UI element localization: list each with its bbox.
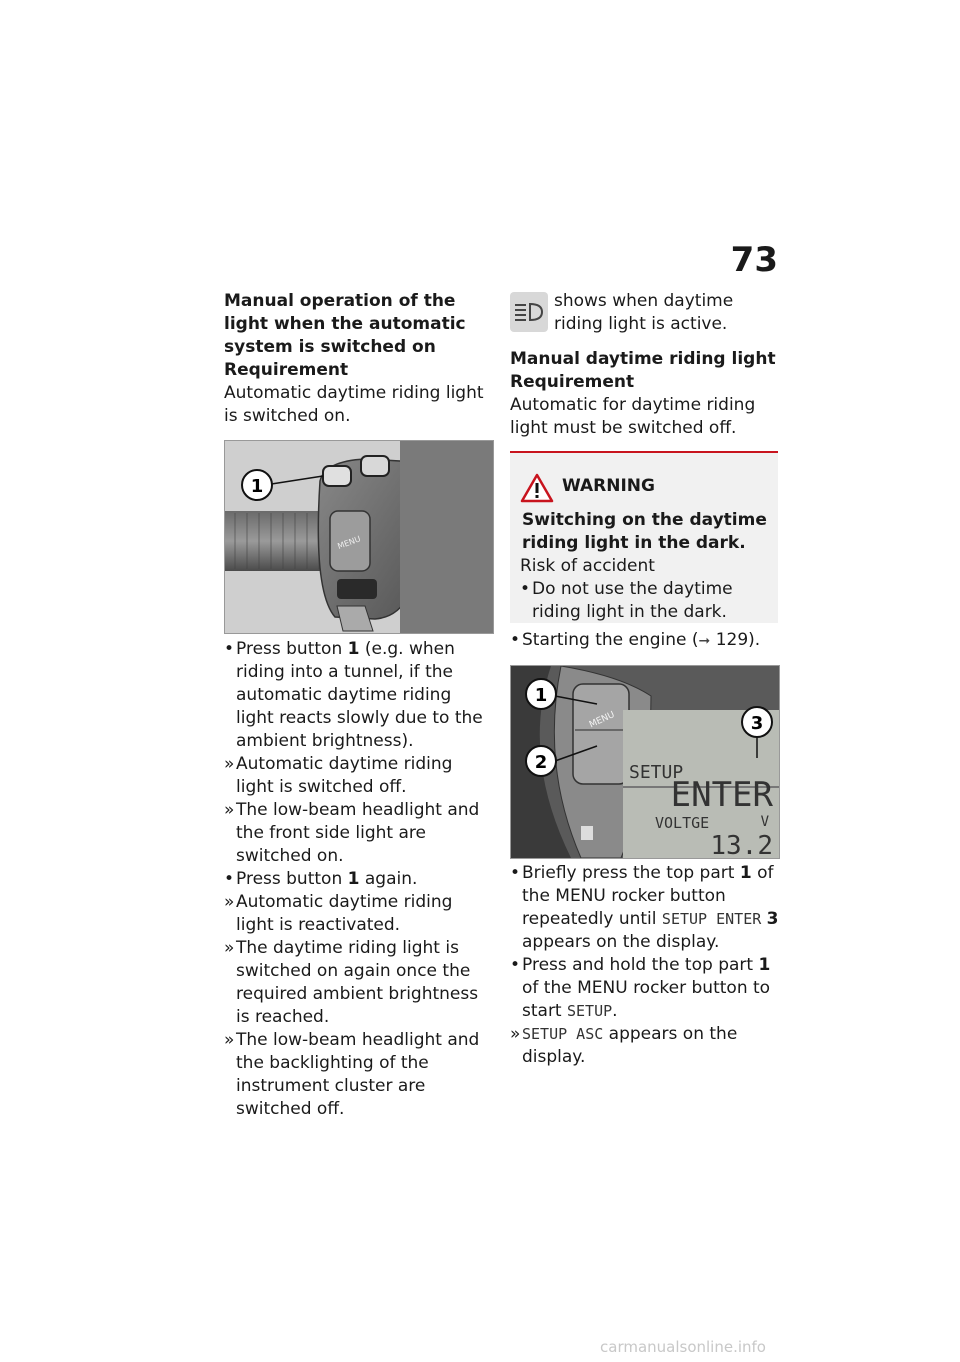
page-number: 73 (730, 240, 778, 280)
result-item: » The daytime riding light is switched on again once the required ambient brightness is reached. (224, 937, 494, 1029)
page-reference-arrow-icon: ➞ (698, 633, 711, 649)
warning-subtitle: Switching on the daytime riding light in the dark. (522, 510, 767, 553)
callout-3: 3 (750, 713, 764, 734)
section-heading: Manual daytime riding light (510, 349, 776, 369)
fuel-icon (581, 826, 593, 840)
callout-1: 1 (250, 476, 264, 497)
menu-rocker-label: MENU (587, 709, 617, 731)
warning-risk: Risk of accident (520, 556, 655, 576)
start-engine-step: • Starting the engine (➞ 129). (510, 629, 780, 653)
right-steps (510, 862, 780, 1069)
menu-rocker-display-illustration (511, 666, 779, 858)
result-item: » The low-beam headlight and the backlighting of the instrument cluster are switched off. (224, 1029, 494, 1121)
warning-triangle-icon (520, 473, 554, 510)
warning-title: WARNING (562, 476, 655, 496)
step-item: • Press button 1 again. (224, 868, 494, 891)
footer-watermark: carmanualsonline.info (600, 1338, 766, 1356)
requirement-label: Requirement (510, 372, 635, 392)
display-voltage-label: VOLTGE (655, 814, 710, 832)
display-setup-text: SETUP (629, 762, 684, 783)
indicator-description: shows when daytime riding light is active. (554, 291, 734, 334)
requirement-text: Automatic for daytime riding light must be switched off. (510, 395, 756, 438)
display-enter-text: ENTER (670, 775, 773, 815)
display-voltage-unit: V (760, 814, 769, 830)
menu-button-label: MENU (336, 534, 362, 551)
handlebar-switch-figure (224, 440, 494, 634)
display-voltage-value: 13.2 (710, 831, 773, 858)
step-item: • Briefly press the top part 1 of the MENU rocker button repeatedly until SETUP ENTER 3 appears on the display. (510, 862, 780, 954)
result-item: » Automatic daytime riding light is switched off. (224, 753, 494, 799)
warning-item: • Do not use the daytime riding light in the dark. (520, 578, 770, 624)
requirement-text: Automatic daytime riding light is switched on. (224, 383, 484, 426)
left-steps (224, 638, 494, 1121)
display-setup-figure (510, 665, 780, 859)
result-item: » SETUP ASC appears on the display. (510, 1023, 780, 1069)
callout-2: 2 (534, 752, 548, 773)
step-item: • Press and hold the top part 1 of the MENU rocker button to start SETUP. (510, 954, 780, 1023)
right-intro (510, 348, 780, 440)
warning-box (510, 451, 778, 623)
step-item: • Press button 1 (e.g. when riding into a tunnel, if the automatic daytime riding light reacts slowly due to the ambient brightness). (224, 638, 494, 753)
callout-1: 1 (534, 685, 548, 706)
handlebar-switch-illustration (225, 441, 493, 633)
result-item: » The low-beam headlight and the front side light are switched on. (224, 799, 494, 868)
result-item: » Automatic daytime riding light is reactivated. (224, 891, 494, 937)
section-heading: Manual operation of the light when the automatic system is switched on (224, 291, 466, 357)
page-reference-link[interactable]: 129 (715, 630, 749, 650)
left-column (224, 290, 492, 428)
daytime-riding-light-icon (510, 292, 548, 332)
requirement-label: Requirement (224, 360, 349, 380)
